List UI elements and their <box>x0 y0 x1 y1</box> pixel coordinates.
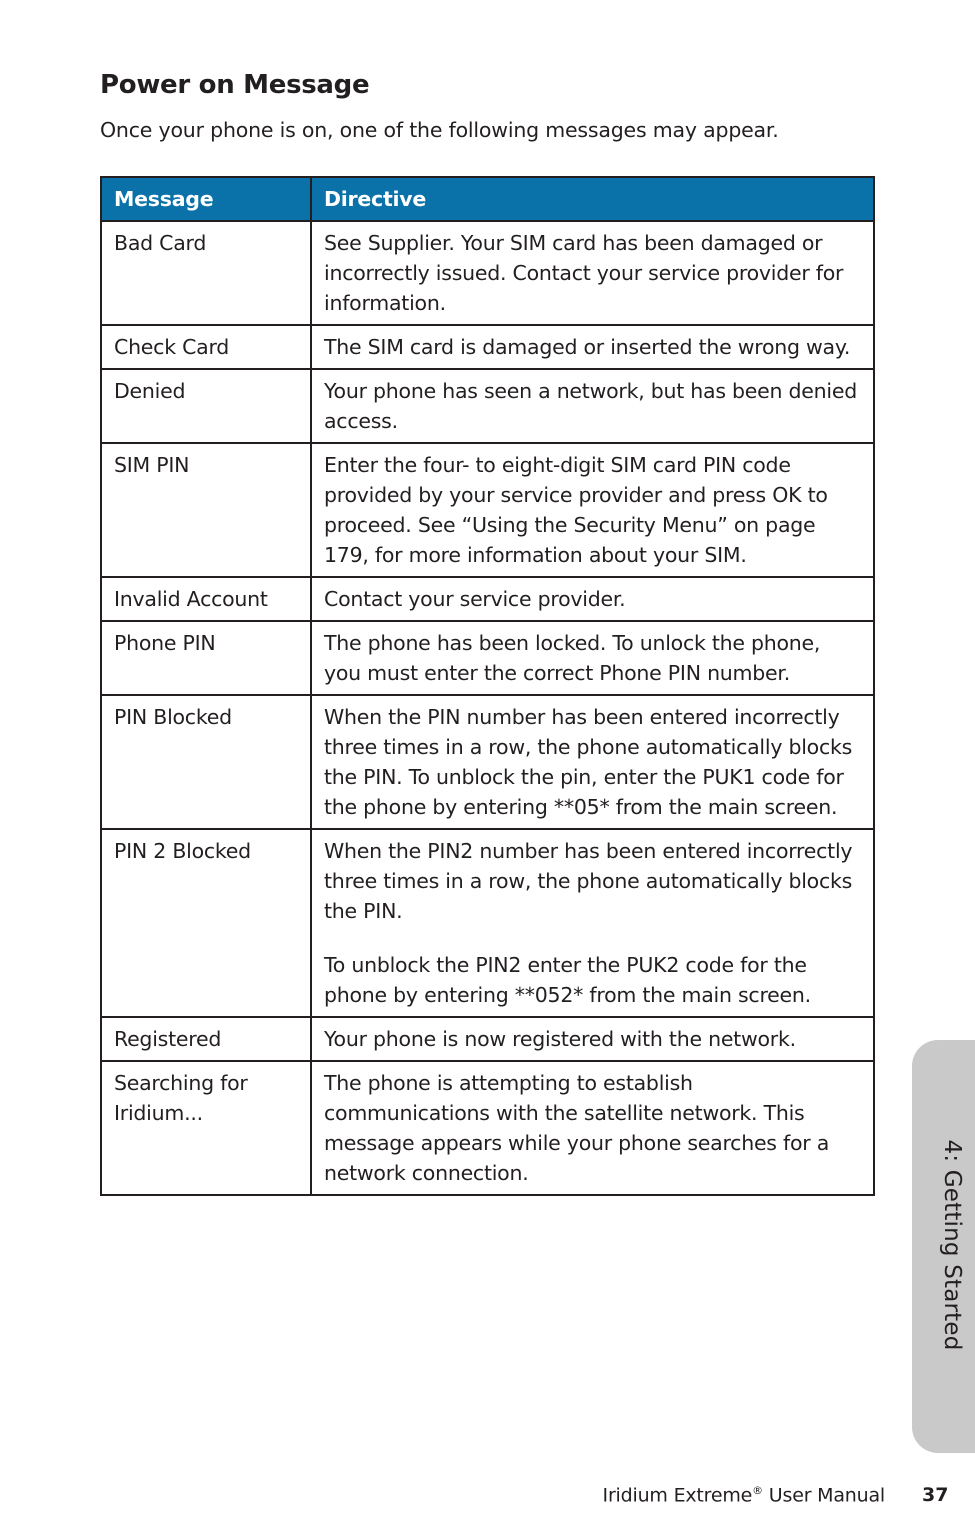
manual-suffix: User Manual <box>762 1484 885 1507</box>
table-row <box>101 695 874 829</box>
table-row <box>101 829 874 1017</box>
chapter-tab-label: 4: Getting Started <box>939 1139 965 1351</box>
message-cell: Invalid Account <box>101 577 311 621</box>
directive-cell <box>311 829 874 1017</box>
page-heading: Power on Message <box>100 70 370 100</box>
table-row <box>101 621 874 695</box>
header-directive: Directive <box>311 177 874 221</box>
directive-paragraph: To unblock the PIN2 enter the PUK2 code for the phone by entering **052* from the main screen. <box>324 953 811 1007</box>
directive-cell: The SIM card is damaged or inserted the wrong way. <box>311 325 874 369</box>
registered-mark: ® <box>752 1484 763 1497</box>
message-cell: Searching for Iridium... <box>101 1061 311 1195</box>
message-cell: PIN 2 Blocked <box>101 829 311 1017</box>
table-row <box>101 1017 874 1061</box>
message-cell: SIM PIN <box>101 443 311 577</box>
directive-cell: Contact your service provider. <box>311 577 874 621</box>
directive-cell: When the PIN number has been entered incorrectly three times in a row, the phone automatically blocks the PIN. To unblock the pin, enter the PUK1 code for the phone by entering **05* from the main screen. <box>311 695 874 829</box>
directive-cell: Enter the four- to eight-digit SIM card PIN code provided by your service provider and press OK to proceed. See “Using the Security Menu” on page 179, for more information about your SIM. <box>311 443 874 577</box>
message-cell: Phone PIN <box>101 621 311 695</box>
message-cell: Denied <box>101 369 311 443</box>
messages-table <box>100 176 875 1196</box>
directive-cell: See Supplier. Your SIM card has been damaged or incorrectly issued. Contact your service provider for information. <box>311 221 874 325</box>
table-row <box>101 1061 874 1195</box>
table-row <box>101 577 874 621</box>
footer-manual-title <box>603 1484 885 1506</box>
message-cell: Check Card <box>101 325 311 369</box>
directive-cell: The phone has been locked. To unlock the phone, you must enter the correct Phone PIN number. <box>311 621 874 695</box>
table-row <box>101 369 874 443</box>
table-header-row <box>101 177 874 221</box>
page-number: 37 <box>922 1484 949 1506</box>
directive-cell: Your phone has seen a network, but has been denied access. <box>311 369 874 443</box>
directive-paragraph: When the PIN2 number has been entered incorrectly three times in a row, the phone automatically blocks the PIN. <box>324 839 853 923</box>
message-cell: Bad Card <box>101 221 311 325</box>
message-cell: Registered <box>101 1017 311 1061</box>
manual-name: Iridium Extreme <box>602 1484 753 1507</box>
message-cell: PIN Blocked <box>101 695 311 829</box>
header-message: Message <box>101 177 311 221</box>
table-row <box>101 443 874 577</box>
directive-cell: Your phone is now registered with the network. <box>311 1017 874 1061</box>
directive-cell: The phone is attempting to establish communications with the satellite network. This message appears while your phone searches for a network connection. <box>311 1061 874 1195</box>
table-row <box>101 221 874 325</box>
table-row <box>101 325 874 369</box>
intro-text: Once your phone is on, one of the following messages may appear. <box>100 118 779 142</box>
